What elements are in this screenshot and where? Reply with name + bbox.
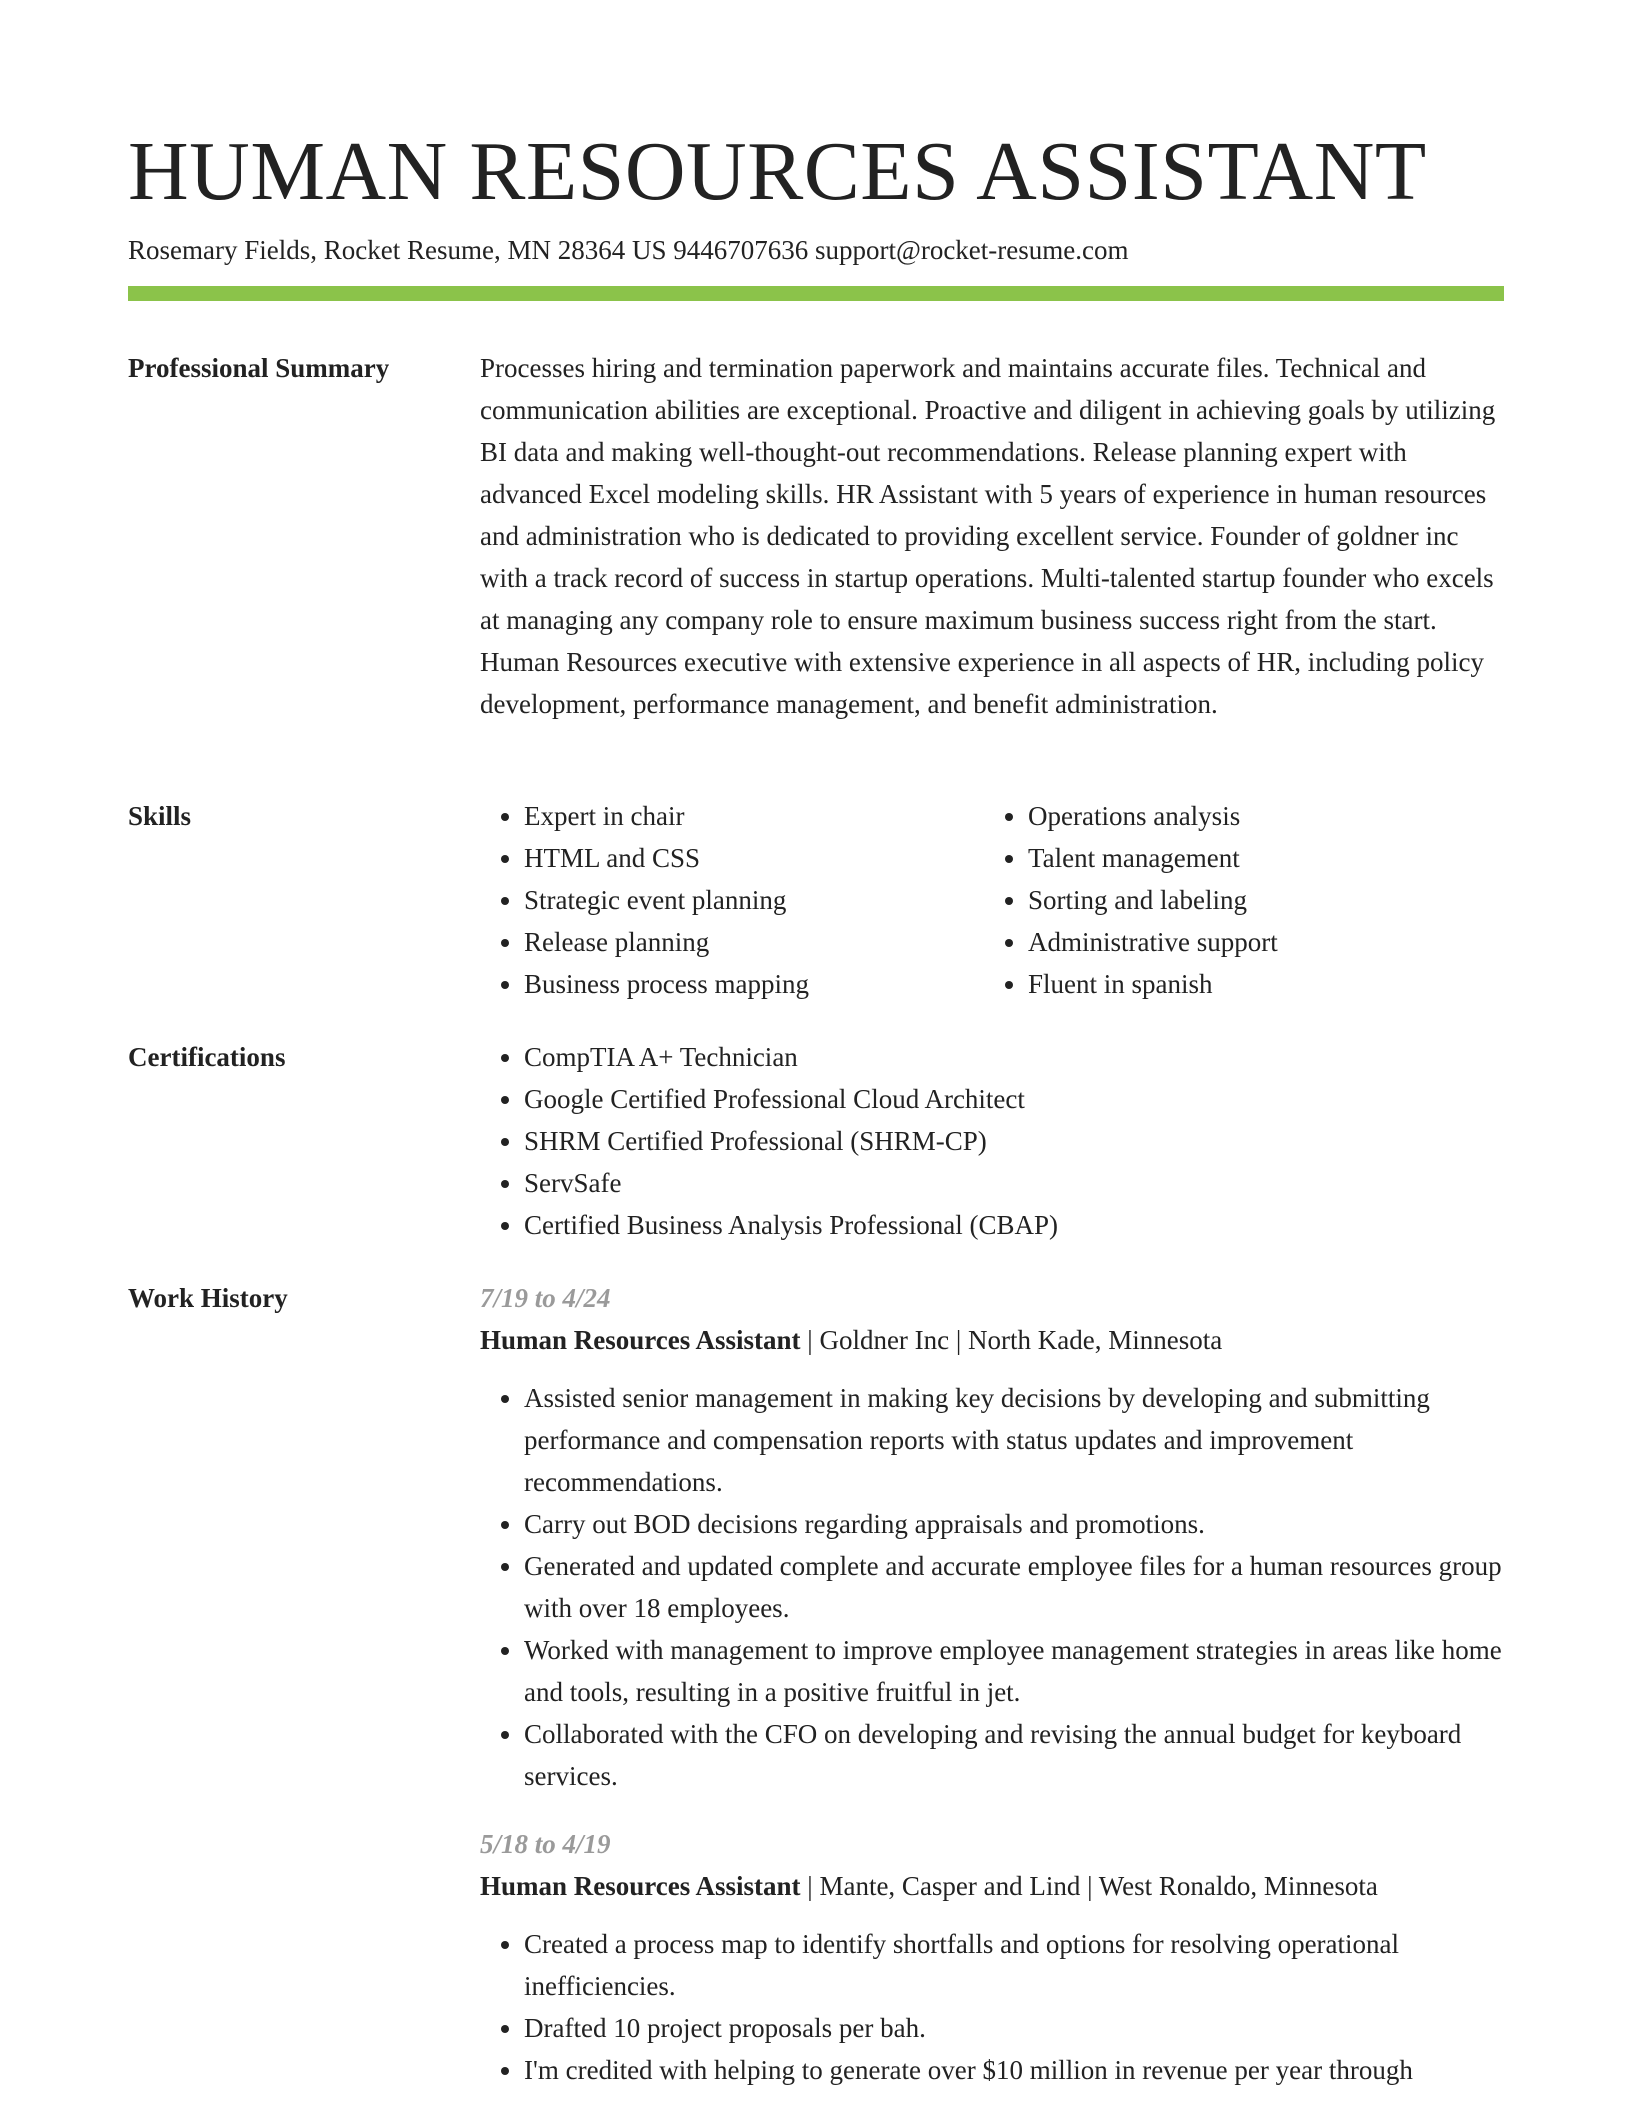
job-entry <box>480 1277 1504 1797</box>
contact-line: Rosemary Fields, Rocket Resume, MN 28364 US 9446707636 support@rocket-resume.com <box>128 235 1129 265</box>
job-bullets <box>480 1923 1504 2091</box>
job-bullet: • Worked with management to improve employee management strategies in areas like home and tools, resulting in a positive fruitful in jet. <box>524 1629 1504 1713</box>
skills-body <box>480 795 1504 1005</box>
job-bullets <box>480 1377 1504 1797</box>
job-dates: 7/19 to 4/24 <box>480 1283 611 1313</box>
job-details: | Mante, Casper and Lind | West Ronaldo, Minnesota <box>800 1871 1378 1901</box>
job-bullet: • Drafted 10 project proposals per bah. <box>524 2007 1504 2049</box>
skills-column-left <box>480 795 984 1005</box>
job-bullet: • Assisted senior management in making key decisions by developing and submitting performance and compensation reports with status updates and improvement recommendations. <box>524 1377 1504 1503</box>
job-dates: 5/18 to 4/19 <box>480 1829 611 1859</box>
skill-item: • Release planning <box>524 921 984 963</box>
skills-list-right <box>984 795 1488 1005</box>
skill-item: • HTML and CSS <box>524 837 984 879</box>
job-details: | Goldner Inc | North Kade, Minnesota <box>800 1325 1223 1355</box>
job-bullet: • Created a process map to identify shortfalls and options for resolving operational inefficiencies. <box>524 1923 1504 2007</box>
certifications-body <box>480 1036 1504 1246</box>
skill-item: • Operations analysis <box>1028 795 1488 837</box>
header-accent-rule <box>128 286 1504 301</box>
work-history-label: Work History <box>128 1283 288 1313</box>
certifications-list <box>480 1036 1504 1246</box>
skill-item: • Fluent in spanish <box>1028 963 1488 1005</box>
job-title: Human Resources Assistant <box>480 1325 801 1355</box>
skill-item: • Strategic event planning <box>524 879 984 921</box>
work-history-body <box>480 1277 1504 2117</box>
skills-list-left <box>480 795 984 1005</box>
skill-item: • Expert in chair <box>524 795 984 837</box>
skills-column-right <box>984 795 1488 1005</box>
skills-label: Skills <box>128 801 192 831</box>
certification-item: • Certified Business Analysis Professional (CBAP) <box>524 1204 1504 1246</box>
skill-item: • Business process mapping <box>524 963 984 1005</box>
job-bullet: • Collaborated with the CFO on developing and revising the annual budget for keyboard services. <box>524 1713 1504 1797</box>
job-bullet: • Generated and updated complete and accurate employee files for a human resources group with over 18 employees. <box>524 1545 1504 1629</box>
certification-item: • Google Certified Professional Cloud Architect <box>524 1078 1504 1120</box>
summary-label: Professional Summary <box>128 353 390 383</box>
job-bullet: • Carry out BOD decisions regarding appraisals and promotions. <box>524 1503 1504 1545</box>
job-entry <box>480 1823 1504 2091</box>
job-heading <box>480 1319 1504 1361</box>
summary-body <box>480 347 1504 725</box>
certification-item: • ServSafe <box>524 1162 1504 1204</box>
certification-item: • SHRM Certified Professional (SHRM-CP) <box>524 1120 1504 1162</box>
summary-text: Processes hiring and termination paperwork and maintains accurate files. Technical and communication abilities are exceptional. Proactive and diligent in achieving goals by utilizing BI data and making well-thought-out recommendations. Release planning expert with advanced Excel modeling skills. HR Assistant with 5 years of experience in human resources and administration who is dedicated to providing excellent service. Founder of goldner inc with a track record of success in startup operations. Multi-talented startup founder who excels at managing any company role to ensure maximum business success right from the start. Human Resources executive with extensive experience in all aspects of HR, including policy development, performance management, and benefit administration. <box>480 353 1496 719</box>
certifications-label: Certifications <box>128 1042 286 1072</box>
job-heading <box>480 1865 1504 1907</box>
resume-title: HUMAN RESOURCES ASSISTANT <box>128 125 1427 218</box>
certification-item: • CompTIA A+ Technician <box>524 1036 1504 1078</box>
job-bullet: • I'm credited with helping to generate over $10 million in revenue per year through <box>524 2049 1504 2091</box>
skill-item: • Talent management <box>1028 837 1488 879</box>
job-title: Human Resources Assistant <box>480 1871 801 1901</box>
skill-item: • Sorting and labeling <box>1028 879 1488 921</box>
skill-item: • Administrative support <box>1028 921 1488 963</box>
